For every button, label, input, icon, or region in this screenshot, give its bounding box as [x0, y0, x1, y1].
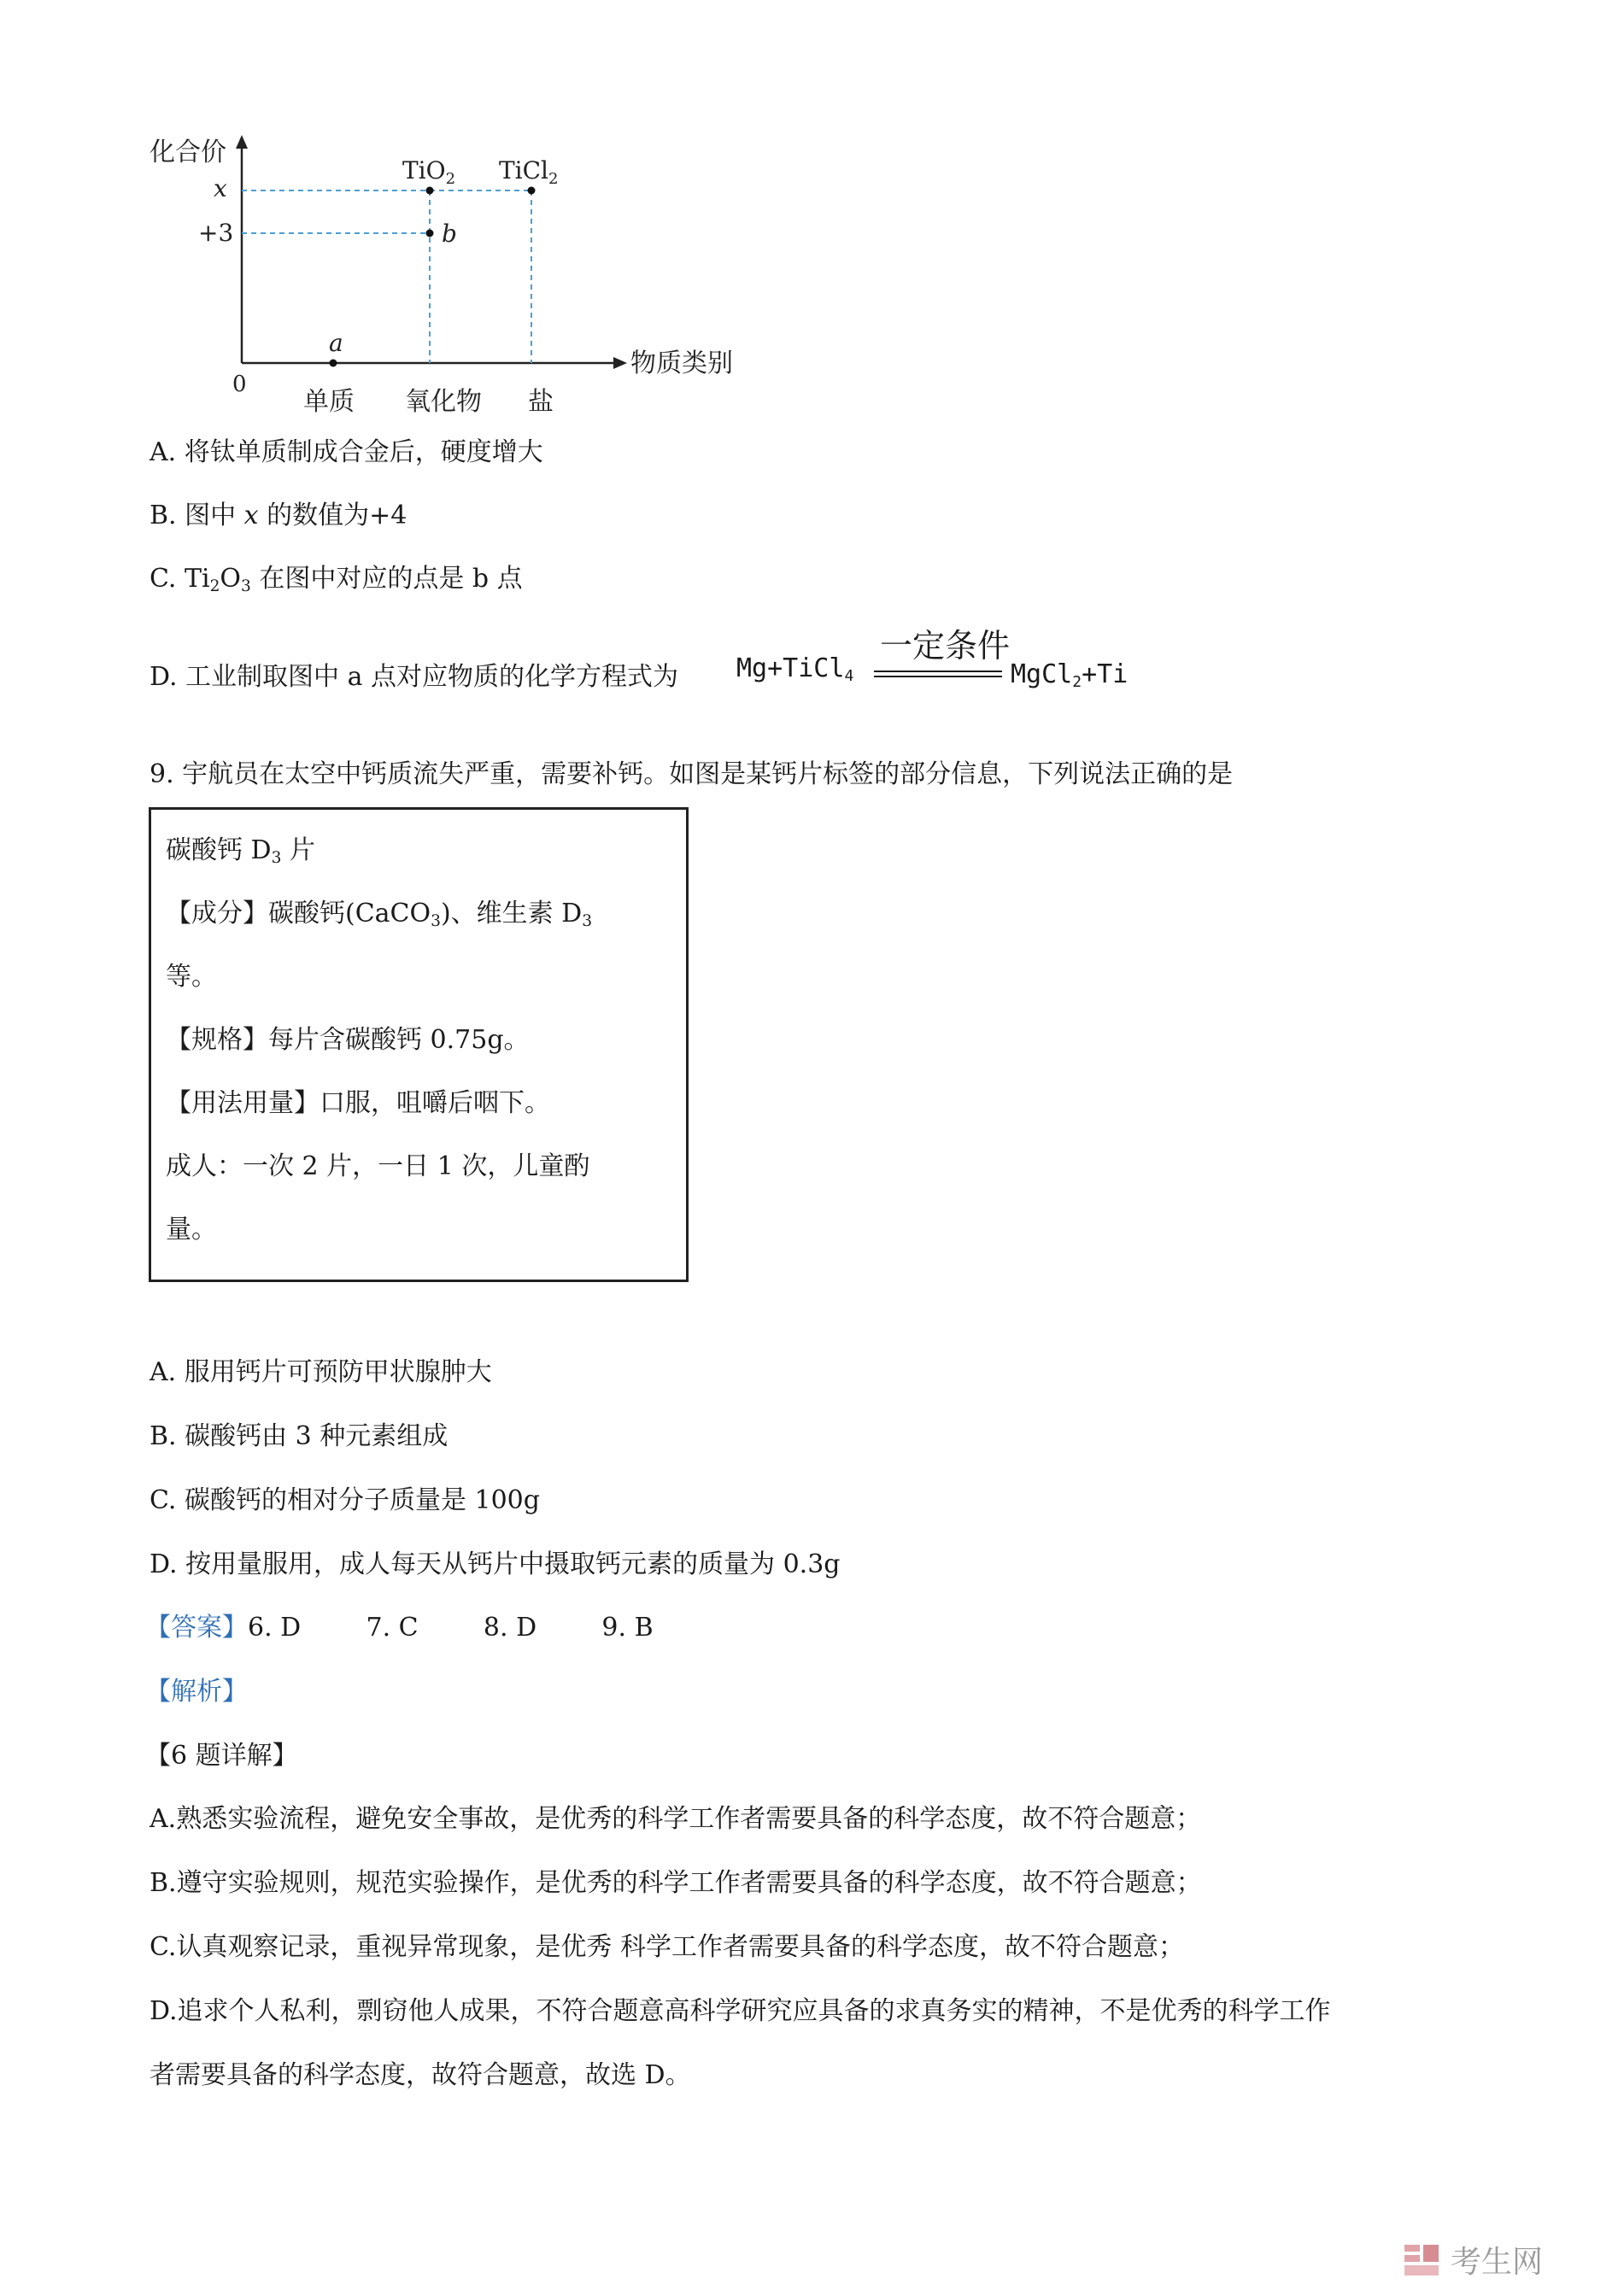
label-title-sub: 3	[271, 849, 282, 868]
equation-left	[736, 652, 853, 686]
q8-c-prefix: C. Ti	[150, 564, 210, 594]
equation-bar-top	[874, 671, 1002, 672]
q8-option-b	[150, 499, 407, 533]
ingredients-pre: 【成分】碳酸钙(CaCO	[166, 899, 431, 928]
analysis-c: C.认真观察记录，重视异常现象，是优秀 科学工作者需要具备的科学态度，故不符合题意；	[150, 1932, 1184, 1962]
label-adult-cont: 量。	[166, 1215, 217, 1245]
label-title-pre: 碳酸钙 D	[166, 835, 272, 865]
answer-items: 6. D 7. C 8. D 9. B	[248, 1613, 654, 1643]
x-category-oxide: 氧化物	[405, 387, 482, 417]
origin-label: 0	[232, 372, 247, 397]
y-axis-arrow	[236, 135, 248, 149]
eq-right-text: MgCl	[1011, 659, 1073, 689]
q9-option-b: B. 碳酸钙由 3 种元素组成	[150, 1421, 449, 1451]
label-title-post: 片	[281, 835, 315, 865]
q8-option-c	[150, 562, 523, 596]
label-adult: 成人：一次 2 片，一日 1 次，儿童酌	[166, 1151, 590, 1181]
equation-condition: 一定条件	[880, 627, 1011, 665]
q9-option-c: C. 碳酸钙的相对分子质量是 100g	[150, 1485, 540, 1515]
watermark-text: 考生网	[1451, 2245, 1544, 2280]
q8-b-x: x	[243, 501, 259, 530]
q9-option-a: A. 服用钙片可预防甲状腺肿大	[150, 1357, 492, 1387]
q9-stem: 9. 宇航员在太空中钙质流失严重，需要补钙。如图是某钙片标签的部分信息，下列说法正确的是	[150, 759, 1234, 789]
label-usage: 【用法用量】口服，咀嚼后咽下。	[166, 1088, 550, 1118]
label-spec: 【规格】每片含碳酸钙 0.75g。	[166, 1025, 530, 1055]
x-axis-arrow	[613, 357, 627, 369]
q8-c-suffix: 在图中对应的点是 b 点	[250, 564, 523, 594]
point-label-tio2: TiO$_2$	[402, 156, 456, 188]
calcium-tablet-label	[149, 807, 689, 1282]
equation-right	[1011, 658, 1128, 692]
x-category-salt: 盐	[528, 387, 554, 417]
answer-line	[145, 1611, 654, 1645]
y-axis-label: 化合价	[150, 138, 226, 167]
answer-tag: 【答案】	[145, 1613, 248, 1643]
point-label-b: b	[442, 220, 457, 248]
y-tick-x: x	[214, 174, 227, 202]
ingredients-sub2: 3	[582, 912, 593, 931]
x-category-elemental: 单质	[303, 387, 355, 417]
ingredients-sub: 3	[431, 912, 441, 931]
x-axis-label: 物质类别	[630, 348, 733, 378]
analysis-tag: 【解析】	[145, 1677, 248, 1707]
point-ticl2	[528, 187, 536, 195]
label-ingredients-cont: 等。	[166, 962, 217, 992]
analysis-d2: 者需要具备的科学态度，故符合题意，故选 D。	[150, 2060, 691, 2090]
kaosheng-logo-icon	[1401, 2240, 1442, 2281]
q8-b-suffix: 的数值为+4	[258, 501, 407, 530]
q8-option-d: D. 工业制取图中 a 点对应物质的化学方程式为	[150, 662, 679, 692]
q8-c-sub1: 2	[209, 577, 220, 596]
eq-right-sub: 2	[1072, 673, 1082, 692]
y-tick-plus3: +3	[198, 219, 234, 247]
point-label-a: a	[329, 329, 343, 357]
analysis-b: B.遵守实验规则，规范实验操作，是优秀的科学工作者需要具备的科学态度，故不符合题意；	[150, 1868, 1202, 1898]
eq-left-sub: 4	[844, 667, 854, 686]
q8-c-sub2: 3	[241, 577, 251, 596]
valence-category-chart	[137, 128, 769, 427]
eq-right-post: +Ti	[1082, 659, 1129, 689]
analysis-a: A.熟悉实验流程，避免安全事故，是优秀的科学工作者需要具备的科学态度，故不符合题意；	[150, 1804, 1202, 1834]
ingredients-post: )、维生素 D	[440, 899, 583, 928]
point-tio2	[426, 187, 434, 195]
analysis-heading: 【6 题详解】	[145, 1741, 298, 1771]
q8-option-a: A. 将钛单质制成合金后，硬度增大	[150, 437, 543, 467]
label-ingredients	[166, 897, 592, 931]
point-a	[330, 360, 337, 367]
q9-option-d: D. 按用量服用，成人每天从钙片中摄取钙元素的质量为 0.3g	[150, 1549, 841, 1579]
label-title	[166, 834, 315, 868]
equation-bar-bottom	[874, 676, 1002, 677]
point-b	[426, 230, 434, 237]
eq-left-text: Mg+TiCl	[736, 653, 845, 683]
q8-b-prefix: B. 图中	[150, 501, 244, 530]
point-label-ticl2: TiCl$_2$	[499, 156, 559, 188]
watermark	[1401, 2236, 1606, 2287]
analysis-d1: D.追求个人私利，剽窃他人成果，不符合题意高科学研究应具备的求真务实的精神，不是优秀的科学工作	[150, 1996, 1331, 2026]
q8-c-mid: O	[220, 564, 242, 594]
